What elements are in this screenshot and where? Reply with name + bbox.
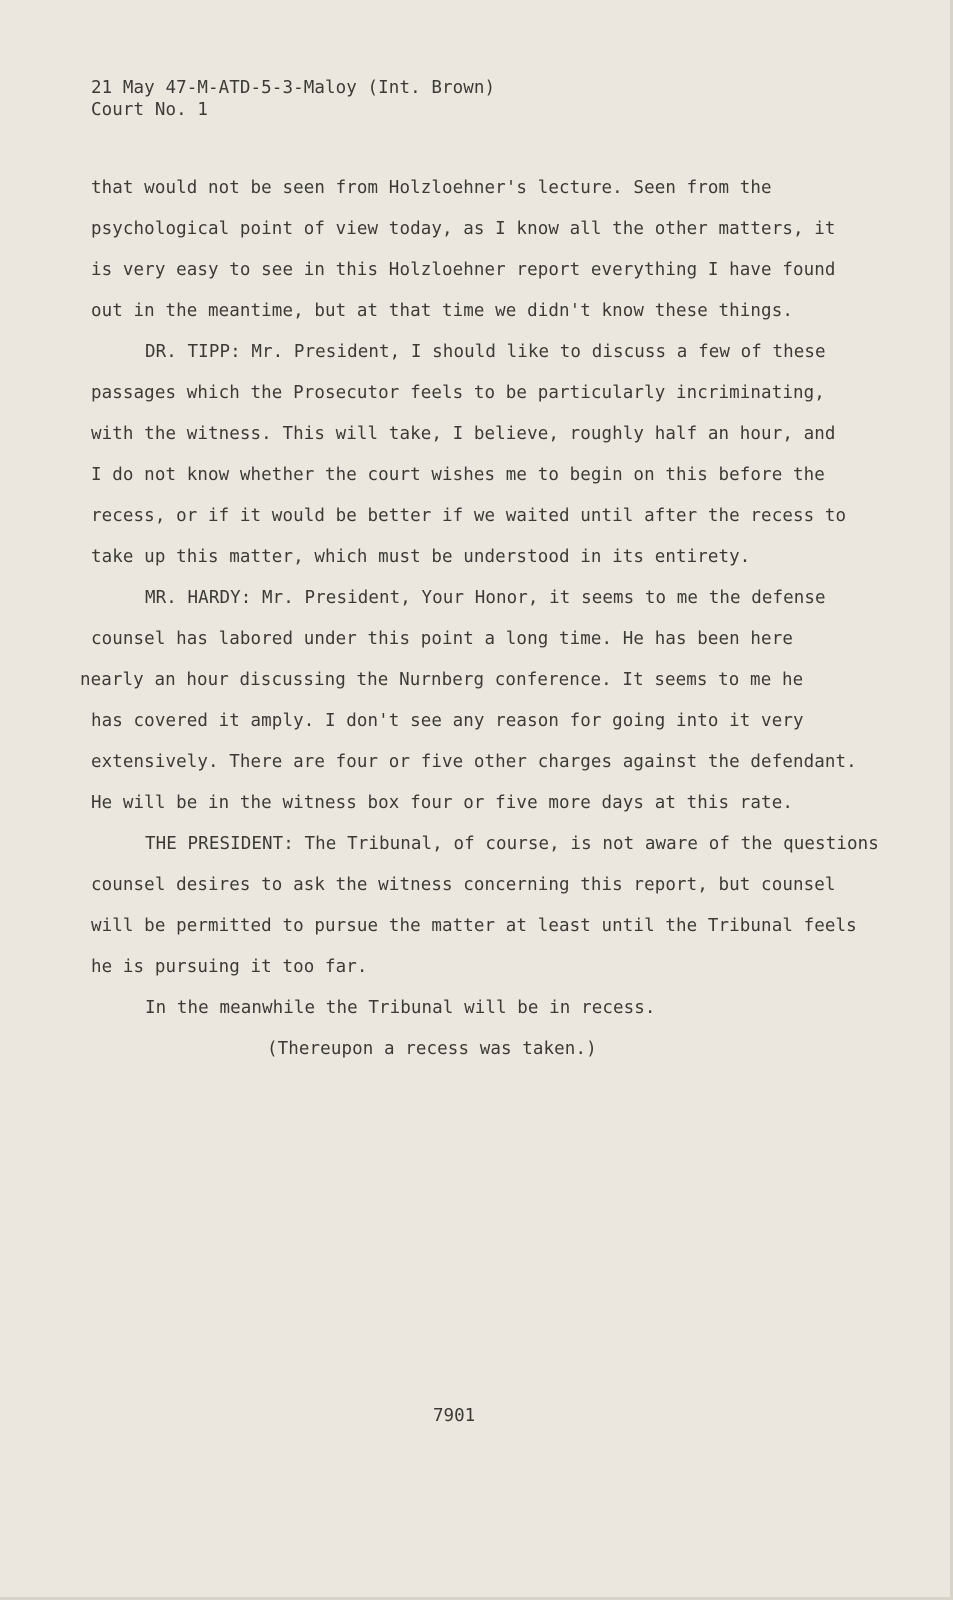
header-line-2: Court No. 1 bbox=[91, 100, 208, 120]
body-line: will be permitted to pursue the matter at least until the Tribunal feels bbox=[91, 916, 857, 936]
body-line: that would not be seen from Holzloehner's lecture. Seen from the bbox=[91, 178, 772, 198]
body-line: he is pursuing it too far. bbox=[91, 957, 368, 977]
body-line: In the meanwhile the Tribunal will be in recess. bbox=[145, 998, 656, 1018]
body-line: I do not know whether the court wishes me to begin on this before the bbox=[91, 465, 825, 485]
body-line: (Thereupon a recess was taken.) bbox=[267, 1039, 597, 1059]
body-line: psychological point of view today, as I know all the other matters, it bbox=[91, 219, 836, 239]
body-line: nearly an hour discussing the Nurnberg conference. It seems to me he bbox=[80, 670, 804, 690]
body-line: take up this matter, which must be understood in its entirety. bbox=[91, 547, 751, 567]
body-line: recess, or if it would be better if we waited until after the recess to bbox=[91, 506, 847, 526]
body-line: is very easy to see in this Holzloehner report everything I have found bbox=[91, 260, 836, 280]
body-line: MR. HARDY: Mr. President, Your Honor, it seems to me the defense bbox=[145, 588, 826, 608]
body-line: out in the meantime, but at that time we didn't know these things. bbox=[91, 301, 793, 321]
header-line-1: 21 May 47-M-ATD-5-3-Maloy (Int. Brown) bbox=[91, 78, 496, 98]
body-line: DR. TIPP: Mr. President, I should like to discuss a few of these bbox=[145, 342, 826, 362]
body-line: extensively. There are four or five other charges against the defendant. bbox=[91, 752, 857, 772]
page-number: 7901 bbox=[433, 1406, 476, 1426]
body-line: counsel desires to ask the witness concerning this report, but counsel bbox=[91, 875, 836, 895]
body-line: has covered it amply. I don't see any reason for going into it very bbox=[91, 711, 804, 731]
body-line: He will be in the witness box four or five more days at this rate. bbox=[91, 793, 793, 813]
body-line: counsel has labored under this point a long time. He has been here bbox=[91, 629, 793, 649]
body-line: THE PRESIDENT: The Tribunal, of course, is not aware of the questions bbox=[145, 834, 879, 854]
body-line: passages which the Prosecutor feels to be particularly incriminating, bbox=[91, 383, 825, 403]
body-line: with the witness. This will take, I believe, roughly half an hour, and bbox=[91, 424, 836, 444]
